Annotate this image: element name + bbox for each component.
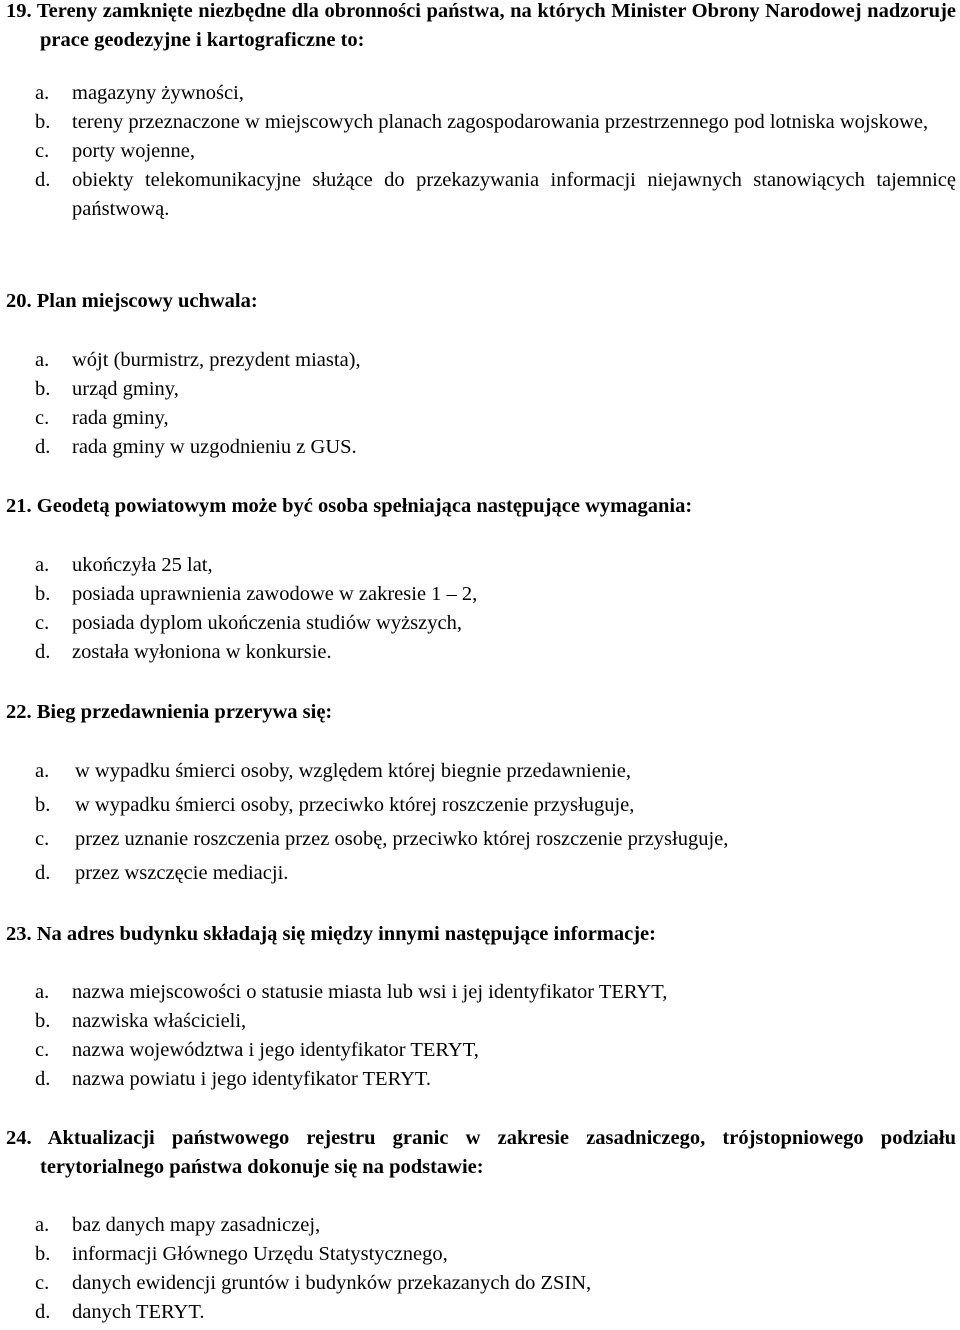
question-text: Bieg przedawnienia przerywa się: [36,701,333,723]
question-20 [0,287,960,458]
question-text: Aktualizacji państwowego rejestru granic w zakresie zasadniczego, trójstopniowego podziału terytorialnego państwa dokonuje się na podstawie: [40,1127,956,1178]
answer-letter: d. [35,436,51,458]
answer-text: przez wszczęcie mediacji. [75,862,289,884]
answer-c [0,822,959,856]
answer-letter: d. [35,641,51,663]
answer-letter: c. [35,1272,50,1294]
answer-text: nazwa miejscowości o statusie miasta lub wsi i jej identyfikator TERYT, [72,981,668,1003]
question-number: 19. [6,0,32,22]
answer-letter: b. [35,1010,51,1032]
answer-text: baz danych mapy zasadniczej, [72,1214,321,1236]
answer-letter: c. [35,1039,50,1061]
answer-d [0,1298,956,1327]
question-24 [0,1124,960,1323]
answer-letter: b. [35,794,51,816]
question-text: Tereny zamknięte niezbędne dla obronności państwa, na których Minister Obrony Narodowej nadzoruje prace geodezyjne i kartograficzne to: [36,0,956,51]
answer-letter: c. [35,828,50,850]
answer-list [0,551,956,667]
answer-letter: d. [35,169,51,191]
answer-a [0,1211,956,1240]
answer-a [0,346,956,375]
answer-text: tereny przeznaczone w miejscowych planach zagospodarowania przestrzennego pod lotniska wojskowe, [72,111,929,133]
answer-text: magazyny żywności, [72,82,244,104]
answer-b [0,375,956,404]
answer-c [0,404,956,433]
answer-text: nazwiska właścicieli, [72,1010,247,1032]
answer-text: obiekty telekomunikacyjne służące do przekazywania informacji niejawnych stanowiących tajemnicę państwową. [72,169,956,220]
answer-a [0,754,959,788]
answer-letter: a. [35,349,50,371]
answer-b [0,788,959,822]
answer-b [0,108,956,137]
answer-d [0,638,956,667]
answer-b [0,580,956,609]
answer-text: posiada uprawnienia zawodowe w zakresie 1 – 2, [72,583,478,605]
question-19 [0,0,960,220]
answer-text: urząd gminy, [72,378,179,400]
answer-c [0,1036,956,1065]
answer-text: w wypadku śmierci osoby, przeciwko której roszczenie przysługuje, [75,794,635,816]
answer-text: nazwa województwa i jego identyfikator TERYT, [72,1039,479,1061]
question-number: 23. [6,923,32,945]
answer-a [0,551,956,580]
question-title [6,0,956,55]
question-number: 21. [6,495,32,517]
question-title [6,287,956,316]
answer-text: została wyłoniona w konkursie. [72,641,332,663]
question-number: 24. [6,1127,32,1149]
answer-letter: d. [35,862,51,884]
answer-b [0,1240,956,1269]
question-text: Geodetą powiatowym może być osoba spełniająca następujące wymagania: [36,495,693,517]
answer-letter: c. [35,140,50,162]
answer-c [0,1269,956,1298]
answer-text: nazwa powiatu i jego identyfikator TERYT. [72,1068,432,1090]
answer-letter: a. [35,760,50,782]
question-23 [0,920,960,1090]
answer-letter: b. [35,1243,51,1265]
question-title [6,492,956,521]
answer-text: w wypadku śmierci osoby, względem której biegnie przedawnienie, [75,760,631,782]
question-title [6,698,956,727]
answer-text: przez uznanie roszczenia przez osobę, przeciwko której roszczenie przysługuje, [75,828,729,850]
answer-text: rada gminy w uzgodnieniu z GUS. [72,436,357,458]
question-title [6,920,956,949]
answer-d [0,1065,956,1094]
answer-letter: d. [35,1301,51,1323]
answer-a [0,978,956,1007]
answer-c [0,609,956,638]
answer-letter: b. [35,111,51,133]
answer-letter: c. [35,612,50,634]
answer-d [0,433,956,462]
answer-d [0,856,959,890]
question-text: Plan miejscowy uchwala: [36,290,258,312]
answer-letter: a. [35,1214,50,1236]
answer-text: posiada dyplom ukończenia studiów wyższych, [72,612,462,634]
answer-d [0,166,956,224]
answer-list [0,978,956,1094]
answer-letter: a. [35,981,50,1003]
answer-text: danych ewidencji gruntów i budynków przekazanych do ZSIN, [72,1272,592,1294]
answer-letter: b. [35,583,51,605]
answer-letter: a. [35,82,50,104]
answer-text: wójt (burmistrz, prezydent miasta), [72,349,361,371]
question-text: Na adres budynku składają się między innymi następujące informacje: [36,923,656,945]
answer-list [0,1211,956,1327]
question-22 [0,698,960,884]
answer-c [0,137,956,166]
answer-b [0,1007,956,1036]
answer-text: informacji Głównego Urzędu Statystycznego, [72,1243,448,1265]
question-number: 20. [6,290,32,312]
answer-letter: b. [35,378,51,400]
answer-text: porty wojenne, [72,140,195,162]
answer-text: ukończyła 25 lat, [72,554,213,576]
answer-list [0,346,956,462]
answer-a [0,79,956,108]
answer-list [0,754,959,890]
answer-text: danych TERYT. [72,1301,205,1323]
answer-text: rada gminy, [72,407,169,429]
answer-letter: c. [35,407,50,429]
question-21 [0,492,960,663]
question-title [6,1124,956,1182]
answer-letter: a. [35,554,50,576]
answer-list [0,79,956,224]
answer-letter: d. [35,1068,51,1090]
question-number: 22. [6,701,32,723]
